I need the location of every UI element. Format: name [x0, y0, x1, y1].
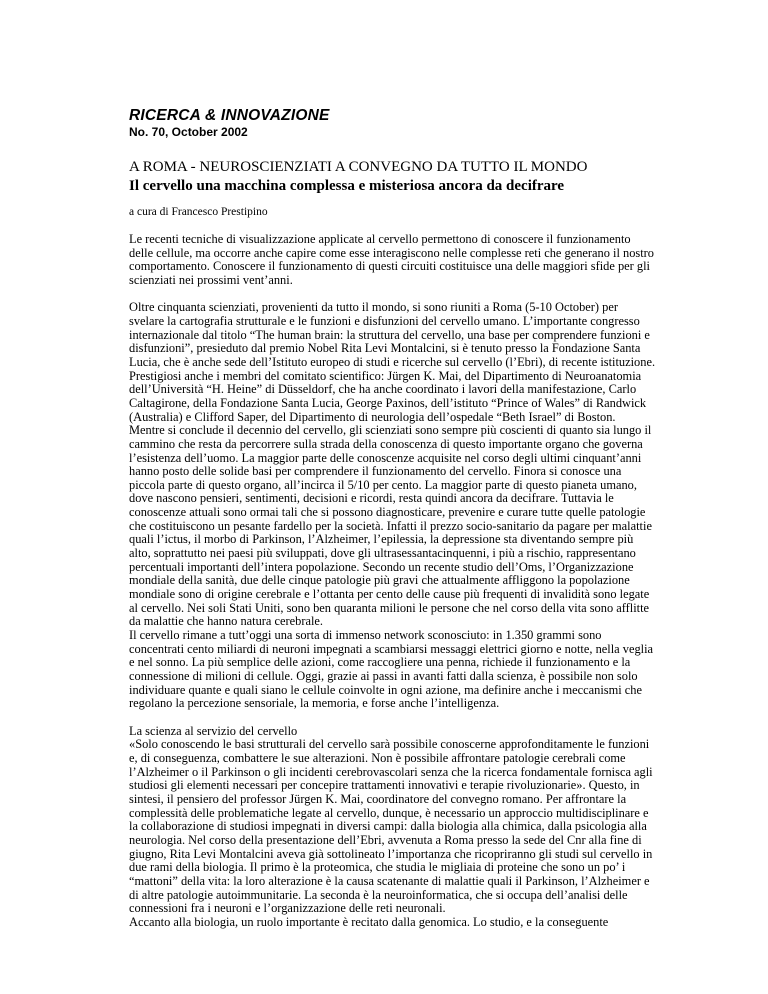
text-line: e nel sonno. La più semplice delle azioni, come raccogliere una penna, richiede il funzionamento e la — [129, 655, 631, 670]
text-line: delle cellule, ma occorre anche capire come esse interagiscono nelle complesse reti che generano il nostro — [129, 245, 654, 260]
text-line: (Australia) e Clifford Saper, del Dipartimento di neurologia dell’ospedale “Beth Israel” di Boston. — [129, 409, 616, 424]
text-line: concentrati cento miliardi di neuroni impegnati a scambiarsi messaggi elettrici giorno e notte, nella veglia — [129, 641, 654, 656]
text-line: scienziati nei prossimi vent’anni. — [129, 272, 293, 287]
text-line: Lucia, che è anche sede dell’Istituto europeo di studi e ricerche sul cervello (l’Ebri), di recente istituzione. — [129, 354, 656, 369]
text-line: percentuali importanti dell’intera popolazione. Secondo un recente studio dell’Oms, l’Organizzazione — [129, 559, 634, 574]
text-line: conoscenze attuali sono ormai tali che si possono diagnosticare, prevenire e curare tutte quelle patologie — [129, 505, 646, 520]
paragraph — [129, 725, 663, 930]
text-line: cammino che resta da percorrere sulla strada della conoscenza di questo importante organo che governa — [129, 436, 643, 451]
text-line: di altre patologie autoimmunitarie. La seconda è la neuroinformatica, che si occupa dell’analisi delle — [129, 887, 628, 902]
text-line: mondiale sono di origine cerebrale e l’ottanta per cento delle cause più frequenti di invalidità sono legate — [129, 587, 650, 602]
issue-line: No. 70, October 2002 — [129, 125, 248, 139]
headline-kicker: A ROMA - NEUROSCIENZIATI A CONVEGNO DA TUTTO IL MONDO — [129, 159, 588, 175]
text-line: individuare quante e quali siano le cellule coinvolte in ogni azione, ma definire anche i meccanismi che — [129, 682, 642, 697]
text-line: giugno, Rita Levi Montalcini aveva già sottolineato l’importanza che ricopriranno gli studi sul cervello in — [129, 846, 653, 861]
text-line: e, di conseguenza, combattere le sue alterazioni. Non è possibile affrontare patologie cerebrali come — [129, 750, 626, 765]
text-line: internazionale dal titolo “The human brain: la struttura del cervello, una base per comprendere funzioni e — [129, 327, 650, 342]
text-line: “mattoni” della vita: la loro alterazione è la causa scatenante di malattie quali il Parkinson, l’Alzheimer e — [129, 873, 650, 888]
text-line: quali l’ictus, il morbo di Parkinson, l’Alzheimer, l’epilessia, la depressione sta diventando sempre più — [129, 532, 634, 547]
text-line: Prestigiosi anche i membri del comitato scientifico: Jürgen K. Mai, del Dipartimento di Neuroanatomia — [129, 368, 642, 383]
text-line: l’Alzheimer o il Parkinson o gli incidenti cerebrovascolari senza che la ricerca fondamentale fornisca agli — [129, 764, 653, 779]
text-line: dell’Università “H. Heine” di Düsseldorf, che ha anche coordinato i lavori della manifestazione, Carlo — [129, 382, 637, 397]
text-line: Caltagirone, della Fondazione Santa Lucia, George Paxinos, dell’istituto “Prince of Wales” di Randwick — [129, 395, 647, 410]
text-line: alto, soprattutto nei paesi più sviluppati, dove gli ultrasessantacinquenni, i più a rischio, rappresentano — [129, 546, 636, 561]
paragraph — [129, 233, 663, 288]
text-line: al cervello. Nei soli Stati Uniti, sono ben quaranta milioni le persone che nel corso della vita sono afflitte — [129, 600, 650, 615]
text-line: la collaborazione di studiosi impegnati in diversi campi: dalla biologia alla chimica, dalla psicologia alla — [129, 819, 647, 834]
text-line: due rami della biologia. Il primo è la proteomica, che studia le migliaia di proteine che sono un po’ i — [129, 860, 626, 875]
text-line: Oltre cinquanta scienziati, provenienti da tutto il mondo, si sono riuniti a Roma (5-10 October) per — [129, 300, 618, 315]
text-line: complessità delle problematiche legate al cervello, dunque, è necessario un approccio multidisciplinare e — [129, 805, 649, 820]
text-line: svelare la cartografia strutturale e le funzioni e disfunzioni del cervello umano. L’importante congresso — [129, 313, 640, 328]
paragraph — [129, 301, 663, 711]
text-line: che costituiscono un pesante fardello per la società. Infatti il prezzo socio-sanitario da pagare per malattie — [129, 518, 652, 533]
text-line: hanno posto delle solide basi per comprendere il funzionamento del cervello. Finora si conosce una — [129, 464, 622, 479]
text-line: studiosi gli elementi necessari per concepire trattamenti innovativi e terapie rivoluzionarie». Questo, in — [129, 778, 640, 793]
text-line: disfunzioni”, presieduto dal premio Nobel Rita Levi Montalcini, si è tenuto presso la Fondazione Santa — [129, 341, 641, 356]
text-line: «Solo conoscendo le basi strutturali del cervello sarà possibile conoscerne approfonditamente le funzioni — [129, 737, 650, 752]
headline: Il cervello una macchina complessa e misteriosa ancora da decifrare — [129, 178, 565, 194]
page-content — [129, 106, 663, 929]
text-line: Accanto alla biologia, un ruolo importante è recitato dalla genomica. Lo studio, e la conseguente — [129, 914, 609, 929]
text-line: Il cervello rimane a tutt’oggi una sorta di immenso network sconosciuto: in 1.350 grammi sono — [129, 628, 602, 643]
text-line: regolano la percezione sensoriale, la memoria, e forse anche l’intelligenza. — [129, 696, 500, 711]
text-line: dove nascono pensieri, sentimenti, decisioni e ricordi, resta quindi ancora da decifrare. Tuttavia le — [129, 491, 614, 506]
text-line: Mentre si conclude il decennio del cervello, gli scienziati sono sempre più coscienti di quanto sia lungo il — [129, 423, 652, 438]
text-line: connessione di milioni di cellule. Oggi, grazie ai passi in avanti fatti dalla scienza, è possibile non solo — [129, 669, 638, 683]
text-line: Le recenti tecniche di visualizzazione applicate al cervello permettono di conoscere il funzionamento — [129, 232, 631, 246]
text-line: mondiale della sanità, due delle cinque patologie più gravi che attualmente affliggono la popolazione — [129, 573, 630, 588]
masthead-title: RICERCA & INNOVAZIONE — [129, 107, 330, 124]
text-line: comportamento. Conoscere il funzionamento di questi circuiti costituisce una delle maggiori sfide per gli — [129, 259, 650, 274]
text-line: da malattie che hanno natura cerebrale. — [129, 614, 324, 629]
text-line: connessioni fra i neuroni e l’organizzazione delle reti neuronali. — [129, 901, 446, 916]
text-line: sintesi, il pensiero del professor Jürgen K. Mai, coordinatore del convegno romano. Per affrontare la — [129, 791, 627, 806]
text-line: piccola parte di questo organo, all’incirca il 5/10 per cento. La maggior parte di questo pianeta umano, — [129, 477, 637, 492]
article-body — [129, 233, 663, 929]
text-line: l’esistenza dell’uomo. La maggior parte delle conoscenze acquisite nel corso degli ultimi cinquant’anni — [129, 450, 642, 465]
text-line: La scienza al servizio del cervello — [129, 723, 298, 738]
byline: a cura di Francesco Prestipino — [129, 206, 268, 218]
text-line: neurologia. Nel corso della presentazione dell’Ebri, avvenuta a Roma presso la sede del Cnr alla fine di — [129, 832, 642, 847]
